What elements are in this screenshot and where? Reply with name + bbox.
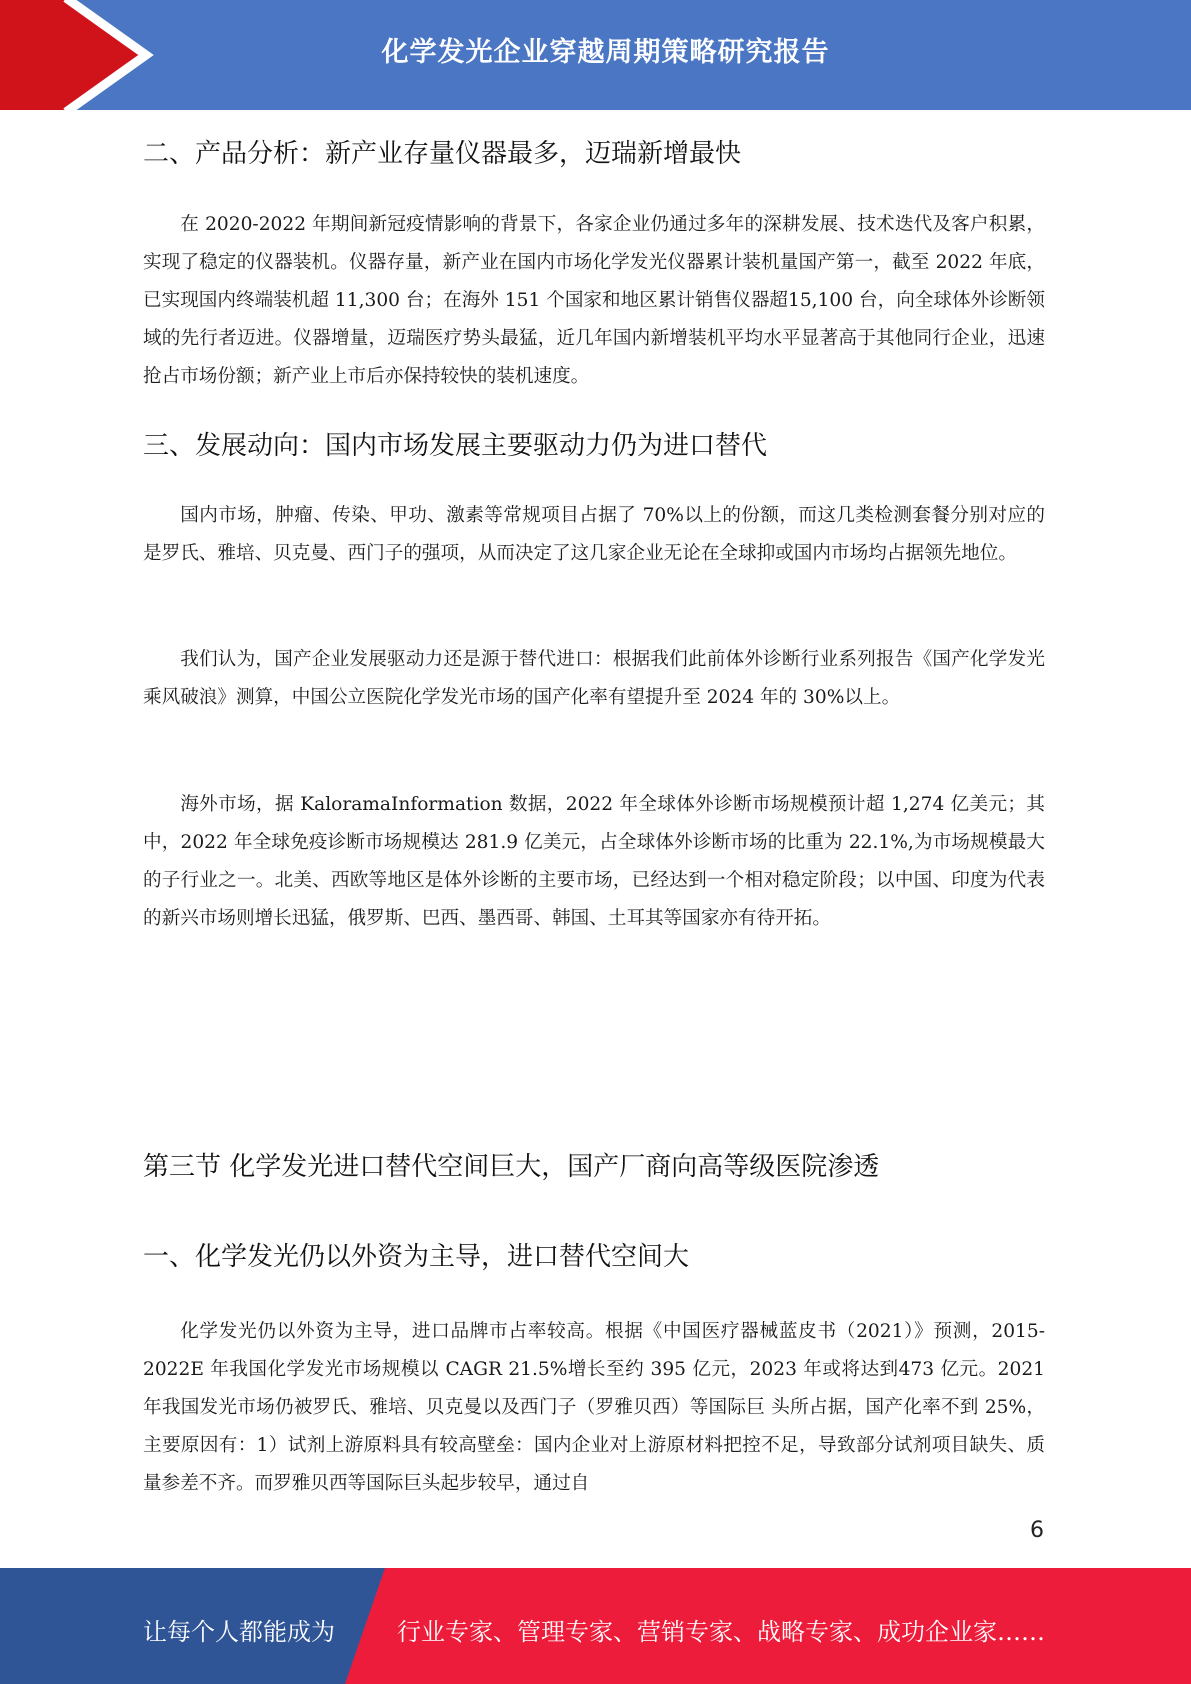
chapter-heading-section-three: 第三节 化学发光进口替代空间巨大，国产厂商向高等级医院渗透 [143,1152,880,1182]
page-number: 6 [1030,1518,1044,1543]
footer-slogan-right: 行业专家、管理专家、营销专家、战略专家、成功企业家…… [397,1618,1045,1646]
section-heading-foreign-dominance: 一、化学发光仍以外资为主导，进口替代空间大 [143,1242,690,1272]
paragraph-domestic-market: 国内市场，肿瘤、传染、甲功、激素等常规项目占据了 70%以上的份额，而这几类检测套餐分别对应的是罗氏、雅培、贝克曼、西门子的强项，从而决定了这几家企业无论在全球抑或国内市场均占据领先地位。 [143,505,1045,564]
paragraph-product-analysis: 在 2020-2022 年期间新冠疫情影响的背景下，各家企业仍通过多年的深耕发展、技术迭代及客户积累，实现了稳定的仪器装机。仪器存量，新产业在国内市场化学发光仪器累计装机量国产第一，截至 2022 年底，已实现国内终端装机超 11,300 台；在海外 151 个国家和地区累计销售仪器超15,100 台，向全球体外诊断领域的先行者迈进。仪器增量，迈瑞医疗势头最猛，近几年国内新增装机平均水平显著高于其他同行企业，迅速抢占市场份额；新产业上市后亦保持较快的装机速度。 [143,214,1045,387]
section-heading-product-analysis: 二、产品分析：新产业存量仪器最多，迈瑞新增最快 [143,139,742,169]
paragraph-foreign-dominance: 化学发光仍以外资为主导，进口品牌市占率较高。根据《中国医疗器械蓝皮书（2021）》预测，2015-2022E 年我国化学发光市场规模以 CAGR 21.5%增长至约 395 亿元，2023 年或将达到473 亿元。2021 年我国发光市场仍被罗氏、雅培、贝克曼以及西门子（罗雅贝西）等国际巨 头所占据，国产化率不到 25%，主要原因有：1）试剂上游原料具有较高壁垒：国内企业对上游原材料把控不足，导致部分试剂项目缺失、质 量参差不齐。而罗雅贝西等国际巨头起步较早，通过自 [143,1321,1045,1494]
report-title: 化学发光企业穿越周期策略研究报告 [381,37,830,68]
paragraph-overseas-market: 海外市场，据 KaloramaInformation 数据，2022 年全球体外诊断市场规模预计超 1,274 亿美元；其中，2022 年全球免疫诊断市场规模达 281.9 亿美元，占全球体外诊断市场的比重为 22.1%,为市场规模最大的子行业之一。北美、西欧等地区是体外诊断的主要市场，已经达到一个相对稳定阶段；以中国、印度为代表的新兴市场则增长迅猛，俄罗斯、巴西、墨西哥、韩国、土耳其等国家亦有待开拓。 [143,794,1045,929]
section-heading-development-trend: 三、发展动向：国内市场发展主要驱动力仍为进口替代 [143,431,768,461]
footer-slogan-left: 让每个人都能成为 [143,1618,335,1646]
paragraph-import-substitution: 我们认为，国产企业发展驱动力还是源于替代进口：根据我们此前体外诊断行业系列报告《国产化学发光乘风破浪》测算，中国公立医院化学发光市场的国产化率有望提升至 2024 年的 30%以上。 [143,649,1045,708]
page-footer [0,1568,1191,1684]
page-header [0,0,1191,110]
